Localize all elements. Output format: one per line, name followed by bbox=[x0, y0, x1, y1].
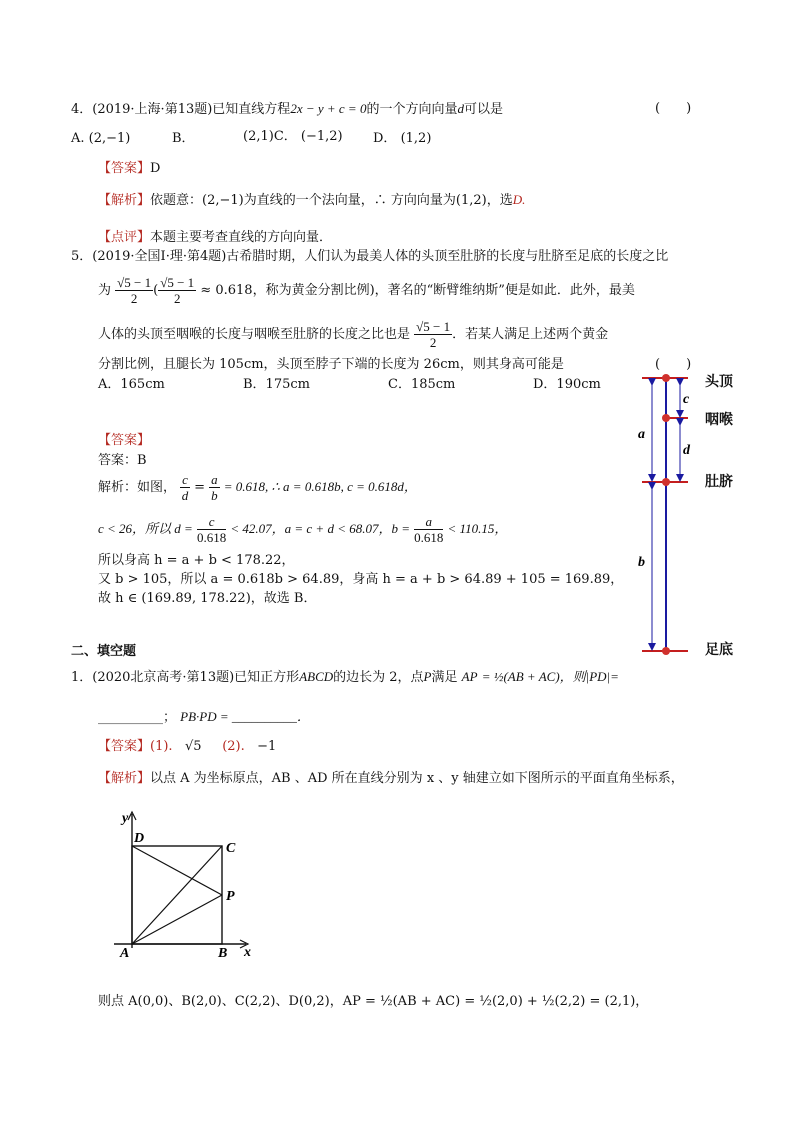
q4-option-b-val: (2,1)C． (−1,2) bbox=[243, 129, 343, 144]
label-foot: 足底 bbox=[705, 642, 733, 658]
q5-stem-3: 人体的头顶至咽喉的长度与咽喉至肚脐的长度之比也是 $\frac{√5 - 1}{2}$ ．若某人满足上述两个黄金 bbox=[98, 319, 609, 350]
navel-dot bbox=[662, 478, 670, 486]
q5-sol-3: 所以身高 h = a + b < 178.22， bbox=[98, 553, 295, 568]
q5-stem-1: 5．(2019·全国Ⅰ·理·第4题)古希腊时期，人们认为最美人体的头顶至肚脐的长度与肚脐至足底的长度之比 bbox=[71, 249, 669, 264]
q4-options: A. (2,−1) bbox=[71, 131, 131, 146]
fill-q1-blanks: __________； PB·PD = __________． bbox=[98, 709, 310, 725]
q4-comment: 【点评】本题主要考查直线的方向向量． bbox=[98, 230, 333, 245]
q5-stem-4: 分割比例，且腿长为 105cm，头顶至脖子下端的长度为 26cm，则其身高可能是 bbox=[98, 357, 564, 372]
foot-dot bbox=[662, 647, 670, 655]
throat-dot bbox=[662, 414, 670, 422]
q5-sol-1: 解析：如图， $\frac{c}{d}$ = $\frac{a}{b}$ = 0.618, ∴ a = 0.618b, c = 0.618d， bbox=[98, 472, 417, 503]
q5-sol-5: 故 h ∈ (169.89, 178.22)，故选 B． bbox=[98, 591, 317, 606]
label-d: d bbox=[683, 443, 690, 458]
q4-option-d: D． (1,2) bbox=[373, 131, 432, 146]
segment-ac bbox=[132, 846, 222, 944]
point-b: B bbox=[218, 946, 228, 958]
q5-answer-line: 答案：B bbox=[98, 453, 147, 468]
label-b: b bbox=[638, 555, 645, 570]
fill-q1-answer: 【答案】(1). √5 (2). −1 bbox=[98, 739, 277, 754]
q4-option-b: B． bbox=[172, 131, 195, 146]
axis-y-label: y bbox=[122, 811, 129, 826]
label-navel: 肚脐 bbox=[705, 474, 733, 490]
q5-answer-tag: 【答案】 bbox=[98, 433, 151, 448]
q5-option-c: C．185cm bbox=[388, 377, 456, 392]
head-dot bbox=[662, 374, 670, 382]
point-a: A bbox=[120, 946, 130, 958]
fill-q1-stem: 1．(2020北京高考·第13题)已知正方形ABCD的边长为 2，点P满足 AP = ½(AB + AC)，则|PD|= bbox=[71, 669, 619, 685]
point-p: P bbox=[226, 889, 235, 904]
q5-option-d: D．190cm bbox=[533, 377, 601, 392]
label-head: 头顶 bbox=[705, 374, 733, 390]
q4-paren: ( ) bbox=[655, 101, 692, 116]
q4-stem: 4．(2019·上海·第13题)已知直线方程2x − y + c = 0的一个方向向量d可以是 bbox=[71, 101, 503, 117]
q5-option-a: A．165cm bbox=[98, 377, 165, 392]
label-a: a bbox=[638, 427, 645, 442]
fill-q1-analysis: 【解析】以点 A 为坐标原点，AB 、AD 所在直线分别为 x 、y 轴建立如下图所示的平面直角坐标系， bbox=[98, 771, 684, 786]
q5-option-b: B．175cm bbox=[243, 377, 310, 392]
axis-x-label: x bbox=[244, 945, 251, 958]
q5-paren: ( ) bbox=[655, 357, 692, 372]
segment-dp bbox=[132, 846, 222, 895]
q4-analysis: 【解析】依题意：(2,−1)为直线的一个法向量，∴ 方向向量为(1,2)，选D. bbox=[98, 192, 526, 208]
point-d: D bbox=[134, 831, 145, 846]
label-c: c bbox=[683, 392, 690, 407]
segment-ap bbox=[132, 895, 222, 944]
label-throat: 咽喉 bbox=[705, 412, 733, 428]
section-title: 二、填空题 bbox=[71, 644, 137, 659]
q5-sol-2: c < 26，所以 d = $\frac{c}{0.618}$ < 42.07，a = c + d < 68.07，b = $\frac{a}{0.618}$ < 110.15， bbox=[98, 514, 508, 545]
q5-sol-4: 又 b > 105，所以 a = 0.618b > 64.89，身高 h = a + b > 64.89 + 105 = 169.89， bbox=[98, 572, 624, 587]
q5-stem-2: 为 $\frac{√5 - 1}{2}$ ( $\frac{√5 - 1}{2}$ ≈ 0.618，称为黄金分割比例)，著名的“断臂维纳斯”便是如此．此外，最美 bbox=[98, 275, 635, 306]
square-figure bbox=[102, 808, 262, 958]
fill-q1-last-line: 则点 A(0,0)、B(2,0)、C(2,2)、D(0,2)，AP = ½(AB + AC) = ½(2,0) + ½(2,2) = (2,1)， bbox=[98, 994, 649, 1009]
point-c: C bbox=[226, 841, 236, 856]
q4-answer: 【答案】D bbox=[98, 161, 161, 176]
